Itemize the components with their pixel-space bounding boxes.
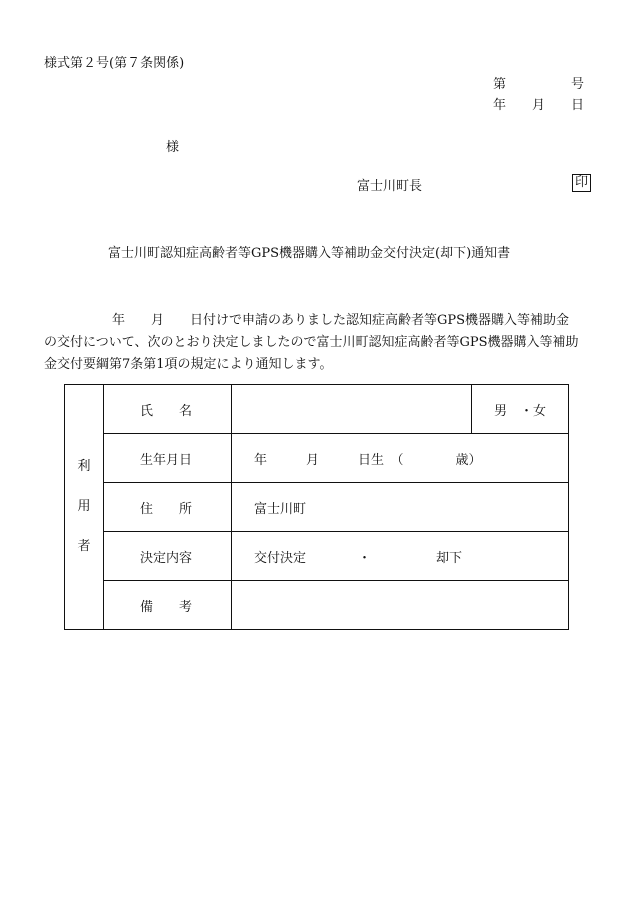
- notice-body: [44, 310, 592, 376]
- remarks-field[interactable]: [232, 581, 569, 630]
- decision-label: 決定内容: [104, 532, 232, 581]
- seal-mark: 印: [572, 174, 591, 192]
- decision-field[interactable]: 交付決定 ・ 却下: [232, 532, 569, 581]
- table-row-remarks: [65, 581, 569, 630]
- table-row-birthdate: [65, 434, 569, 483]
- birthdate-label: 生年月日: [104, 434, 232, 483]
- table-row-name: [65, 385, 569, 434]
- addressee-suffix: 様: [166, 140, 180, 155]
- sex-choice[interactable]: 男 ・女: [472, 385, 569, 434]
- document-number-label: 第 号: [493, 77, 585, 92]
- name-label: 氏 名: [104, 385, 232, 434]
- document-title: 富士川町認知症高齢者等GPS機器購入等補助金交付決定(却下)通知書: [108, 246, 511, 261]
- address-label: 住 所: [104, 483, 232, 532]
- date-label: 年 月 日: [493, 98, 585, 113]
- table-row-address: [65, 483, 569, 532]
- issuer-name: 富士川町長: [357, 179, 423, 194]
- form-number: 様式第２号(第７条関係): [44, 56, 185, 71]
- name-field[interactable]: [232, 385, 472, 434]
- notice-line-1: 年 月 日付けで申請のありました認知症高齢者等GPS機器購入等補助金: [112, 313, 570, 328]
- notice-line-2: の交付について、次のとおり決定しましたので富士川町認知症高齢者等GPS機器購入等補助: [44, 335, 579, 350]
- side-label-user: [65, 385, 104, 630]
- side-label-char: 利: [77, 459, 91, 474]
- table-row-decision: [65, 532, 569, 581]
- birthdate-field[interactable]: 年 月 日生 （ 歳）: [232, 434, 569, 483]
- notice-line-3: 金交付要綱第7条第1項の規定により通知します。: [44, 357, 333, 372]
- side-label-char: 用: [77, 499, 91, 514]
- side-label-char: 者: [77, 539, 91, 554]
- address-field[interactable]: 富士川町: [232, 483, 569, 532]
- applicant-table: [64, 384, 569, 630]
- remarks-label: 備 考: [104, 581, 232, 630]
